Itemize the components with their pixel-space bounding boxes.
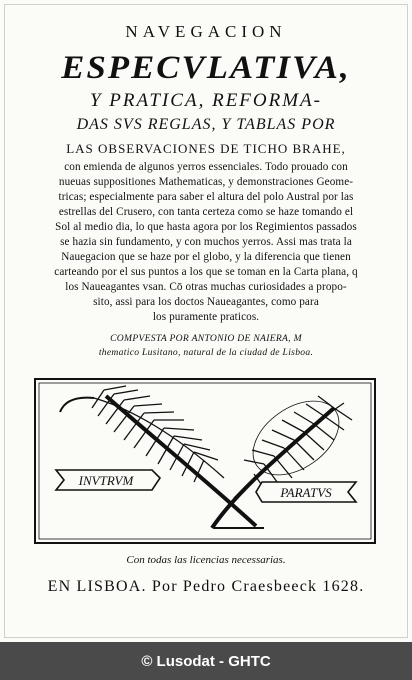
license-line: Con todas las licencias necessarias. [126, 554, 286, 566]
body-text-line: Nauegacion que se haze por el globo, y la diferencia que tienen [61, 251, 351, 263]
body-text-line: carteando por el sus puntos a los que se toman en la Carta plana, q [54, 266, 358, 278]
copyright-footer [0, 642, 412, 680]
title-line-3: Y PRATICA, REFORMA- [89, 90, 322, 111]
title-line-5: LAS OBSERVACIONES DE TICHO BRAHE, [66, 141, 346, 156]
right-palm-frond [234, 386, 353, 498]
body-text-line: los puramente praticos. [152, 311, 260, 323]
author-line-1: COMPVESTA POR ANTONIO DE NAIERA, M [110, 333, 302, 344]
author-line-2: thematico Lusitano, natural de la ciudad de Lisboa. [98, 347, 314, 358]
body-text-line: con emienda de algunos yerros essenciales. Todo prouado con [64, 161, 348, 173]
crossed-palms-emblem-image [34, 378, 376, 544]
motto-left: INVTRVM [78, 473, 134, 488]
left-palm-frond [60, 386, 224, 482]
body-text-line: estrellas del Crusero, con tanta certeza como se haze tomando el [58, 206, 354, 218]
title-line-1: NAVEGACION [125, 22, 287, 41]
body-text-line: se hazia sin fundamento, y con muchos yerros. Assi mas trata la [60, 236, 352, 248]
emblem-woodcut [34, 378, 376, 544]
title-line-2: ESPECVLATIVA, [61, 50, 351, 86]
body-text-line: los Naueagantes vsan. Cō otras muchas curiosidades a propo- [65, 281, 347, 293]
copyright-text: © Lusodat - GHTC [141, 652, 271, 670]
body-text-line: sito, assi para los doctos Naueagantes, como para [93, 296, 319, 308]
title-line-4: DAS SVS REGLAS, Y TABLAS POR [76, 116, 336, 133]
body-text-line: tricas; especialmente para saber el altura del polo Austral por las [58, 191, 354, 203]
imprint-line: EN LISBOA. Por Pedro Craesbeeck 1628. [47, 578, 365, 595]
body-text-line: Sol al medio dia, lo que hasta agora por los Regimientos passados [55, 221, 357, 233]
motto-right: PARATVS [280, 485, 332, 500]
body-text-line: nueuas suppositiones Mathematicas, y demonstraciones Geome- [58, 176, 354, 188]
